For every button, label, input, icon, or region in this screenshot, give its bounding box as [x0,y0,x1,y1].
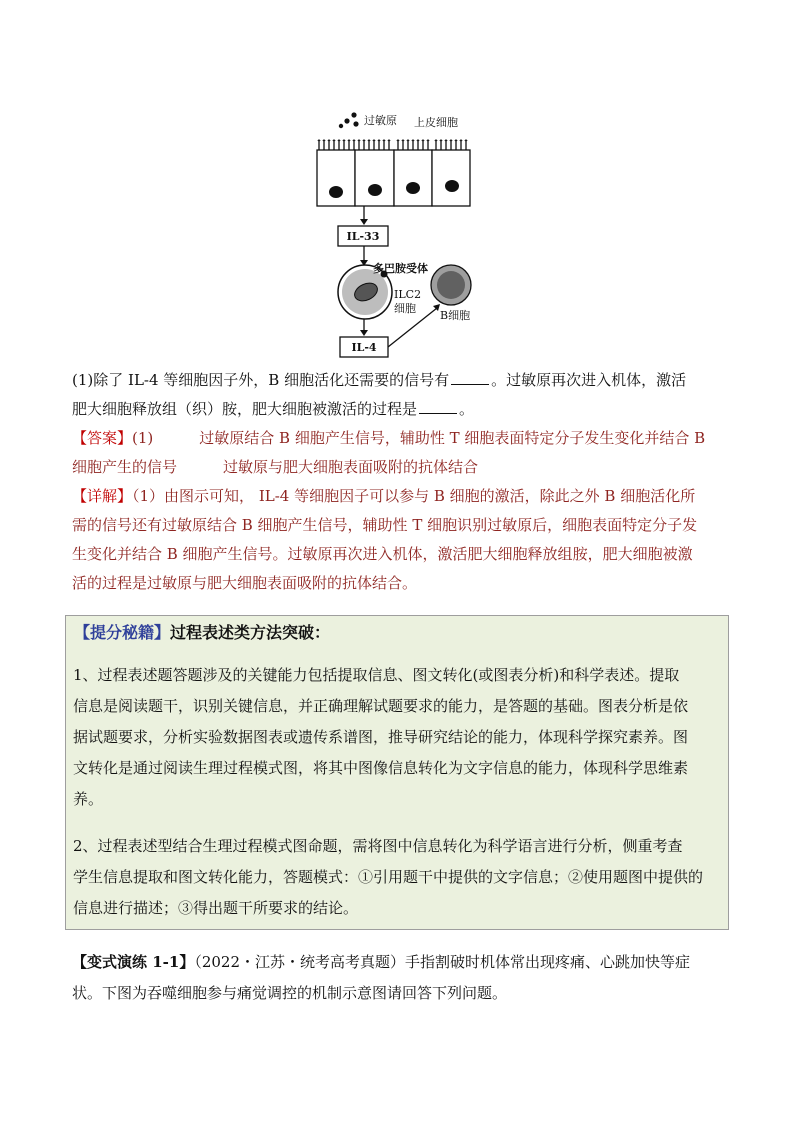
immune-diagram-svg [300,102,500,364]
arrow-down-icon-3 [360,330,368,336]
immune-diagram [300,102,500,364]
arrow-down-icon [360,219,368,225]
label-b-cell: B细胞 [440,309,471,322]
label-il33: IL-33 [346,230,380,243]
detail-line-3: 生变化并结合 B 细胞产生信号。过敏原再次进入机体，激活肥大细胞释放组胺，肥大细胞被激 [72,545,693,563]
question-line-2: 肥大细胞释放组（织）胺，肥大细胞被激活的过程是 。 [72,400,475,418]
label-ilc2-line2: 细胞 [394,302,416,315]
label-epithelial-cell: 上皮细胞 [414,116,458,129]
allergen-dots-icon [339,112,359,128]
tips-paragraph-2: 2、过程表述型结合生理过程模式图命题，需将图中信息转化为科学语言进行分析，侧重考查 学生信息提取和图文转化能力，答题模式：①引用题干中提供的文字信息；②使用题图中提供的 信息进行描述；③得出题干所要求的结论。 [73,837,704,917]
tips-paragraph-1: 1、过程表述题答题涉及的关键能力包括提取信息、图文转化(或图表分析)和科学表述。提取 信息是阅读题干，识别关键信息，并正确理解试题要求的能力，是答题的基础。图表分析是依 据试题要求，分析实验数据图表或遗传系谱图，推导研究结论的能力，体现科学探究素养。图 文转化是通过阅读生理过程模式图，将其中图像信息转化为文字信息的能力，体现科学思维素 养。 [73,666,689,808]
variant-line-2: 状。下图为吞噬细胞参与痛觉调控的机制示意图请回答下列问题。 [72,984,508,1002]
label-dopamine-receptor: 多巴胺受体 [373,262,428,275]
label-allergen: 过敏原 [364,114,397,127]
tips-tag: 【提分秘籍】 [74,623,171,642]
answer-blank-1[interactable] [451,370,489,385]
tips-box [65,615,729,930]
tips-title: 【提分秘籍】过程表述类方法突破： [74,623,331,642]
answer-line-1: 【答案】(1) 过敏原结合 B 细胞产生信号，辅助性 T 细胞表面特定分子发生变化并结合 B [72,429,706,447]
detail-line-4: 活的过程是过敏原与肥大细胞表面吸附的抗体结合。 [72,574,418,592]
label-il4: IL-4 [351,341,377,354]
variant-tag: 【变式演练 1-1】 [72,953,195,971]
question-section [72,366,726,598]
answer-line-2: 细胞产生的信号 过敏原与肥大细胞表面吸附的抗体结合 [72,458,479,476]
variant-exercise [72,947,732,1009]
label-ilc2-line1: ILC2 [394,288,422,301]
detail-tag: 【详解】 [72,487,133,505]
detail-line-2: 需的信号还有过敏原结合 B 细胞产生信号，辅助性 T 细胞识别过敏原后，细胞表面特定分子发 [72,516,698,534]
b-cell [431,265,471,305]
detail-line-1: 【详解】（1）由图示可知， IL-4 等细胞因子可以参与 B 细胞的激活，除此之外 B 细胞活化所 [72,487,696,505]
answer-tag: 【答案】 [72,429,133,447]
variant-line-1: 【变式演练 1-1】（2022・江苏・统考高考真题）手指割破时机体常出现疼痛、心跳加快等症 [72,953,691,971]
answer-blank-2[interactable] [419,399,457,414]
question-line-1: (1)除了 IL-4 等细胞因子外，B 细胞活化还需要的信号有 。过敏原再次进入机体，激活 [72,371,687,389]
